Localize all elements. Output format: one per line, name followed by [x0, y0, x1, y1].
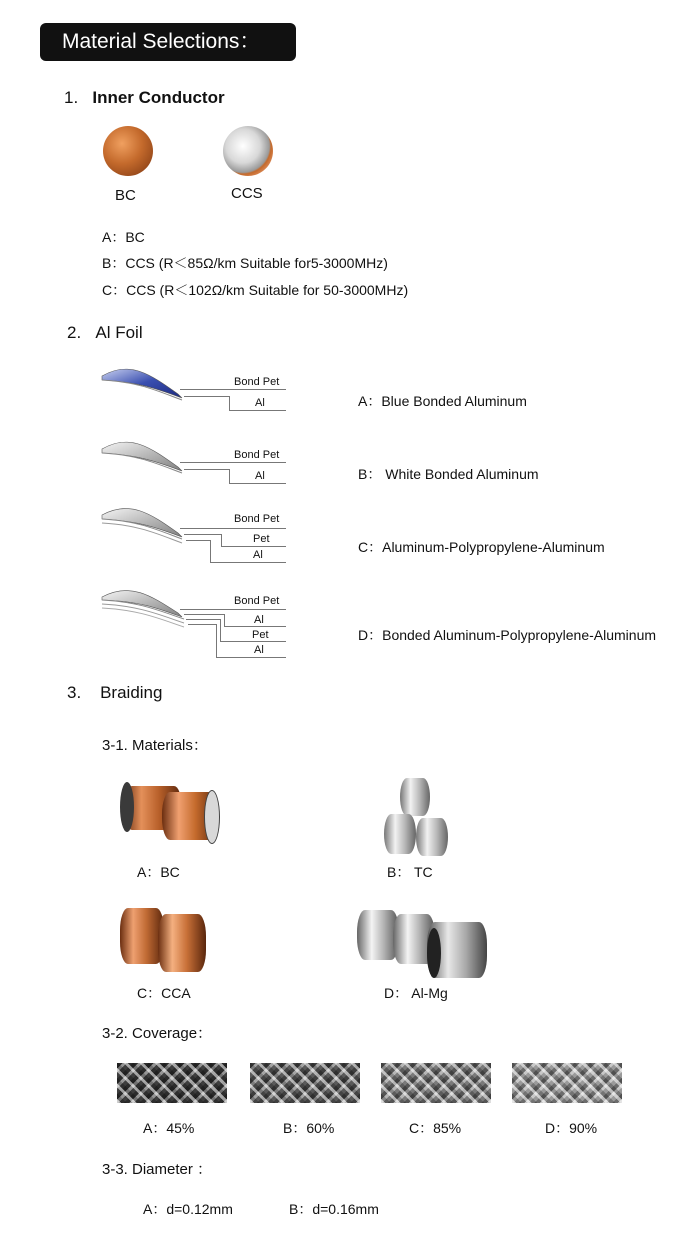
materials-subheading: 3-1. Materials： [102, 737, 208, 754]
bc-spools-image [120, 782, 220, 842]
foil-d-layer-4: Al [254, 644, 264, 656]
coverage-b-label: B：60% [283, 1120, 335, 1136]
foil-d-description: D：Bonded Aluminum-Polypropylene-Aluminum [358, 627, 657, 643]
coverage-a-label: A：45% [143, 1120, 195, 1136]
diameter-a-label: A：d=0.12mm [143, 1201, 233, 1217]
inner-conductor-option-a: A：BC [102, 229, 145, 245]
coverage-45-braid-image [117, 1063, 227, 1103]
section-inner-conductor-heading [64, 88, 225, 108]
tc-spools-image [384, 778, 448, 856]
inner-conductor-option-b: B：CCS (R＜85Ω/km Suitable for5-3000MHz) [102, 255, 388, 271]
inner-conductor-option-c: C：CCS (R＜102Ω/km Suitable for 50-3000MHz) [102, 282, 409, 298]
foil-d-layer-3: Pet [252, 629, 269, 641]
blue-foil-image [100, 364, 190, 404]
coverage-85-braid-image [381, 1063, 491, 1103]
coverage-subheading: 3-2. Coverage： [102, 1025, 213, 1042]
foil-a-description: A：Blue Bonded Aluminum [358, 393, 527, 409]
section-title: Inner Conductor [92, 88, 225, 107]
bc-label: BC [115, 187, 136, 204]
foil-b-description: B： White Bonded Aluminum [358, 466, 539, 482]
bc-conductor-image [103, 126, 153, 176]
foil-c-layer-3: Al [253, 549, 263, 561]
section-title: Al Foil [95, 323, 143, 342]
coverage-60-braid-image [250, 1063, 360, 1103]
al-mg-spools-image [357, 906, 489, 978]
material-al-mg-label: D： Al-Mg [384, 985, 448, 1001]
section-number: 2. [67, 323, 82, 342]
ccs-conductor-image [223, 126, 273, 176]
material-tc-label: B： TC [387, 864, 433, 880]
section-number: 1. [64, 88, 79, 107]
foil-d-layer-1: Bond Pet [234, 595, 280, 607]
section-al-foil-heading [67, 323, 143, 343]
aluminum-polypropylene-foil-image [100, 505, 190, 549]
foil-a-layer-1: Bond Pet [234, 376, 280, 388]
foil-a-layer-2: Al [255, 397, 265, 409]
foil-c-layer-2: Pet [253, 533, 270, 545]
section-title: Braiding [100, 683, 163, 702]
foil-d-layer-2: Al [254, 614, 264, 626]
foil-b-layer-1: Bond Pet [234, 449, 280, 461]
coverage-90-braid-image [512, 1063, 622, 1103]
section-number: 3. [67, 683, 82, 702]
ccs-label: CCS [231, 185, 263, 202]
foil-c-layer-1: Bond Pet [234, 513, 280, 525]
diameter-b-label: B：d=0.16mm [289, 1201, 379, 1217]
white-foil-image [100, 437, 190, 477]
section-braiding-heading [67, 683, 162, 703]
material-bc-label: A：BC [137, 864, 180, 880]
foil-b-layer-2: Al [255, 470, 265, 482]
page-title: Material Selections： [40, 23, 296, 61]
material-cca-label: C：CCA [137, 985, 191, 1001]
cca-spools-image [120, 906, 210, 972]
coverage-d-label: D：90% [545, 1120, 598, 1136]
foil-c-description: C：Aluminum-Polypropylene-Aluminum [358, 539, 605, 555]
diameter-subheading: 3-3. Diameter ： [102, 1161, 213, 1178]
coverage-c-label: C：85% [409, 1120, 462, 1136]
bonded-aluminum-polypropylene-foil-image [100, 587, 192, 635]
